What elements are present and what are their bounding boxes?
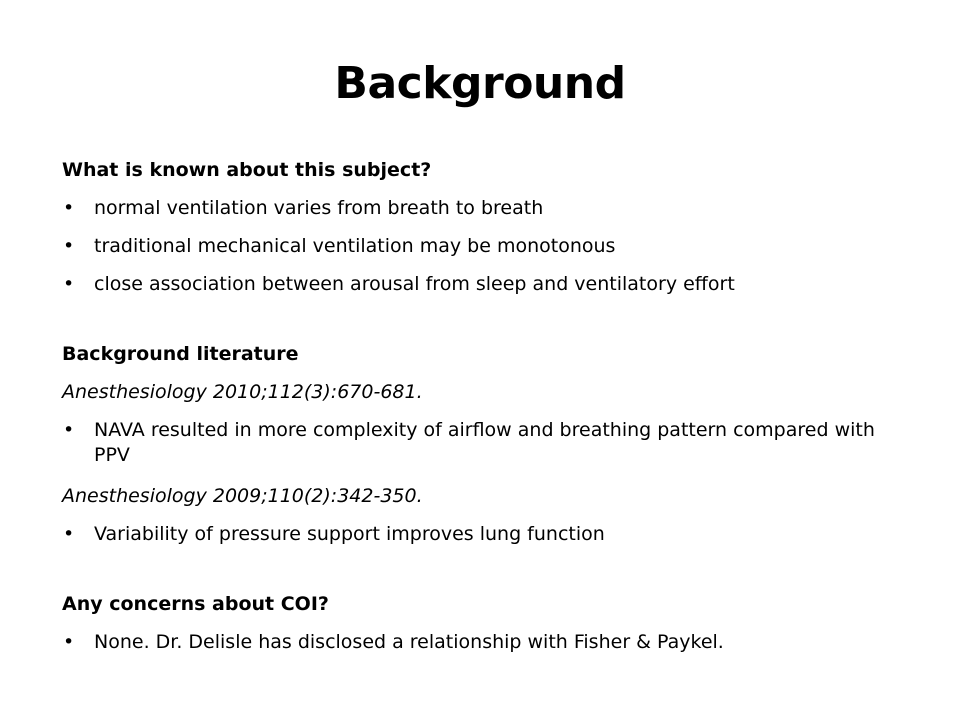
reference-citation: Anesthesiology 2010;112(3):670-681. (62, 381, 423, 403)
slide-title: Background (334, 58, 626, 109)
bullet-dot-icon: • (63, 197, 75, 219)
bullet-text: NAVA resulted in more complexity of airflow and breathing pattern compared with PPV (94, 419, 875, 466)
section-heading-coi: Any concerns about COI? (62, 593, 329, 615)
bullet-dot-icon: • (63, 523, 75, 545)
bullet-item (62, 196, 902, 234)
bullet-item (62, 630, 902, 668)
section-heading-literature: Background literature (62, 343, 299, 365)
section-spacer (62, 310, 902, 342)
bullet-dot-icon: • (63, 631, 75, 653)
bullet-dot-icon: • (63, 273, 75, 295)
slide-content (62, 158, 902, 668)
bullet-text: None. Dr. Delisle has disclosed a relationship with Fisher & Paykel. (94, 631, 724, 653)
section-spacer (62, 560, 902, 592)
bullet-text: normal ventilation varies from breath to breath (94, 197, 544, 219)
bullet-text: Variability of pressure support improves lung function (94, 523, 605, 545)
bullet-item (62, 418, 902, 484)
bullet-dot-icon: • (63, 235, 75, 257)
bullet-item (62, 522, 902, 560)
bullet-dot-icon: • (63, 419, 75, 441)
section-heading-known: What is known about this subject? (62, 159, 432, 181)
bullet-text: traditional mechanical ventilation may be monotonous (94, 235, 616, 257)
reference-citation: Anesthesiology 2009;110(2):342-350. (62, 485, 423, 507)
bullet-text: close association between arousal from sleep and ventilatory effort (94, 273, 735, 295)
bullet-item (62, 272, 902, 310)
bullet-item (62, 234, 902, 272)
